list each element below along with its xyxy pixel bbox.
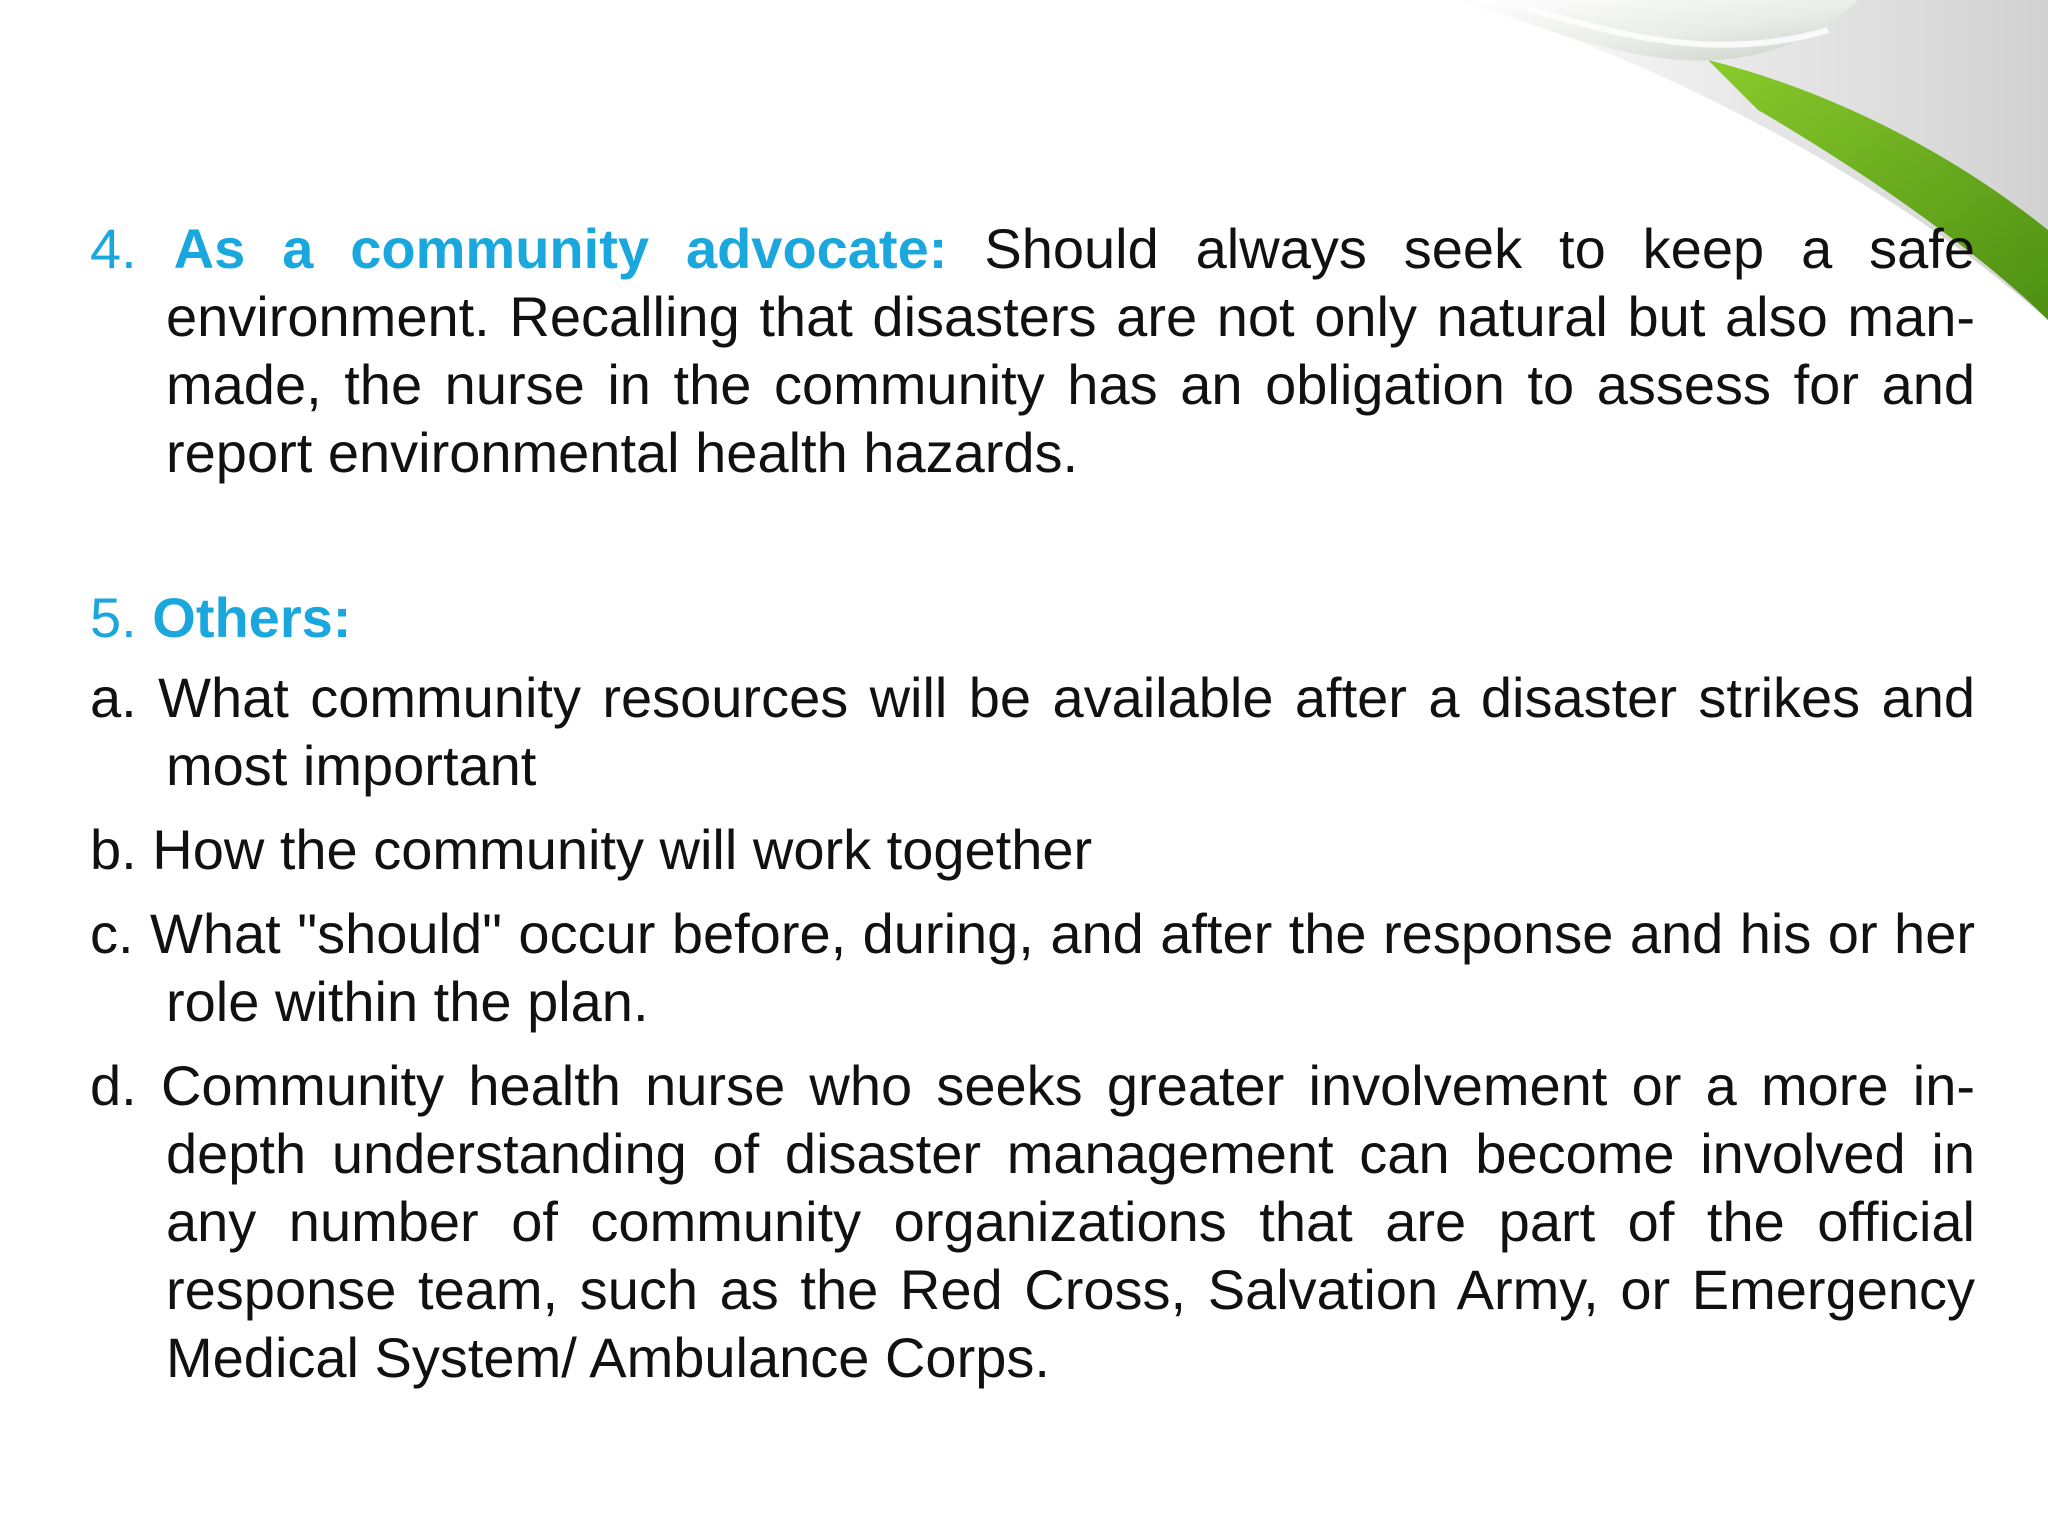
item-number: 4.: [90, 217, 137, 280]
item-heading: As a community advocate:: [173, 217, 948, 280]
sub-item-letter: c.: [90, 902, 134, 965]
item-number: 5.: [90, 586, 137, 649]
slide-content: [90, 215, 1975, 1408]
item-text: Should always seek to keep a safe environment. Recalling that disasters are not only natural but also man-made, the nurse in the community has an obligation to assess for and report environmental health hazards.: [166, 217, 1976, 484]
sub-item-text: What "should" occur before, during, and after the response and his or her role within the plan.: [150, 902, 1975, 1033]
sub-item-c: [90, 900, 1975, 1036]
sub-item-letter: b.: [90, 818, 137, 881]
sub-item-letter: d.: [90, 1054, 137, 1117]
sub-item-text: What community resources will be available after a disaster strikes and most important: [158, 666, 1975, 797]
sub-item-d: [90, 1052, 1975, 1392]
sub-item-text: Community health nurse who seeks greater involvement or a more in-depth understanding of disaster management can become involved in any number of community organizations that are part of the official response team, such as the Red Cross, Salvation Army, or Emergency Medical System/ Ambulance Corps.: [160, 1054, 1975, 1389]
sub-item-text: How the community will work together: [152, 818, 1093, 881]
item-others: [90, 584, 1975, 652]
item-heading: Others:: [152, 586, 352, 649]
item-community-advocate: [90, 215, 1975, 487]
sub-item-b: [90, 816, 1975, 884]
sub-item-letter: a.: [90, 666, 137, 729]
sub-item-a: [90, 664, 1975, 800]
